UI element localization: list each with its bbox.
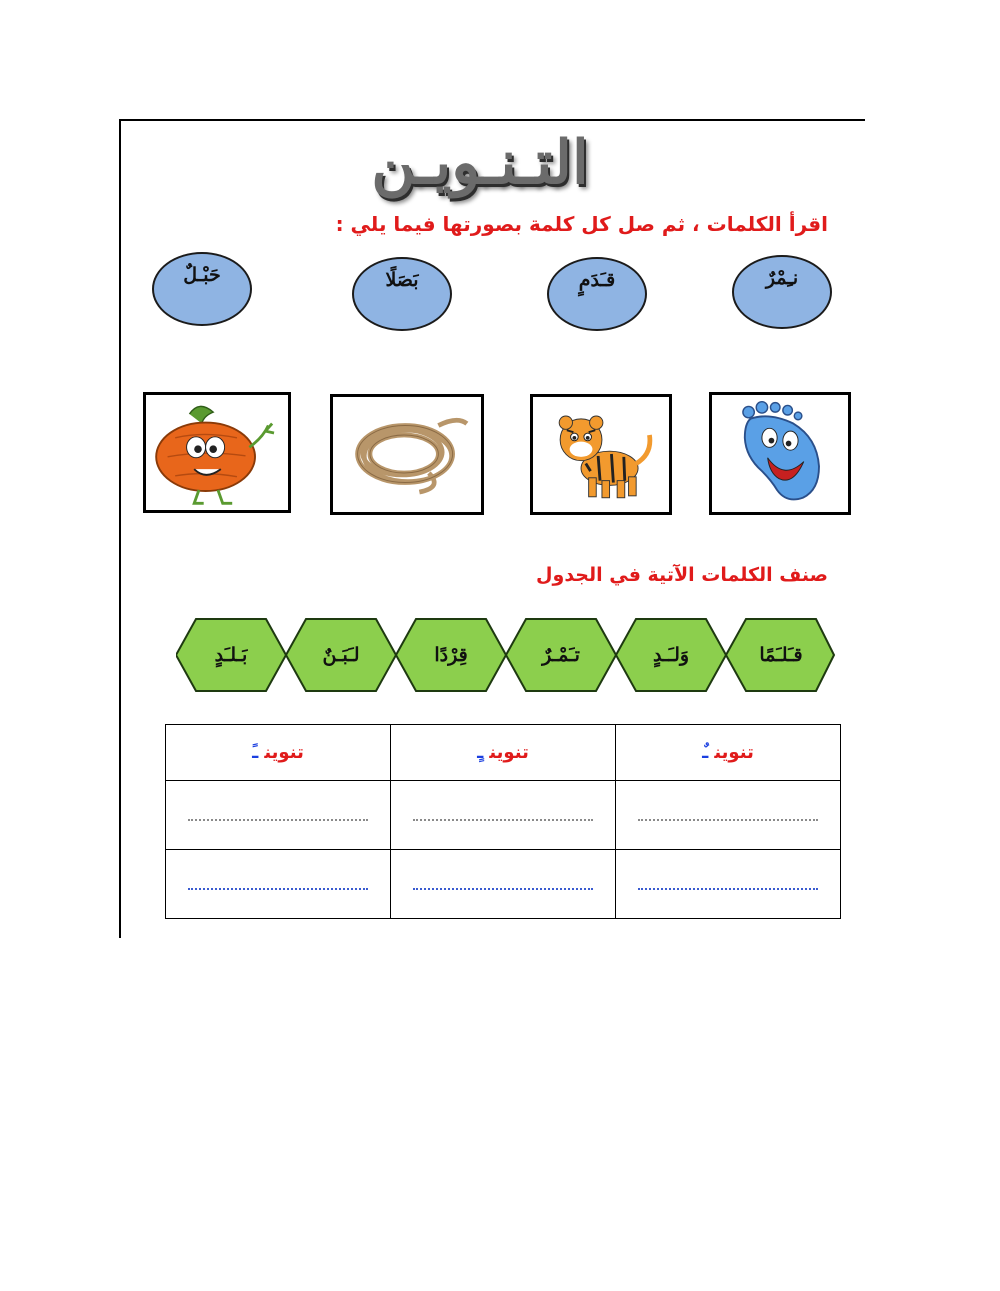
tanween-mark: ـٌ <box>702 742 709 763</box>
answer-cell[interactable] <box>166 781 391 850</box>
hex-word-5[interactable]: لـَبَـنٌ <box>322 644 360 666</box>
table-row <box>166 781 841 850</box>
word-oval-3[interactable] <box>352 257 452 331</box>
hex-word-1[interactable]: قـَلـَمًا <box>759 644 803 666</box>
header-cell-fath <box>166 725 391 781</box>
dotted-line <box>638 888 818 890</box>
answer-cell[interactable] <box>391 850 616 919</box>
onion-picture[interactable] <box>143 392 291 513</box>
match-instruction: اقرأ الكلمات ، ثم صل كل كلمة بصورتها فيما يلي : <box>335 212 828 236</box>
foot-picture[interactable] <box>709 392 851 515</box>
header-cell-damm <box>616 725 841 781</box>
answer-cell[interactable] <box>166 850 391 919</box>
header-label: تنوين <box>489 742 529 763</box>
word-label: حَبْـلٌ <box>183 264 221 286</box>
hexagon-word-chain <box>176 617 836 693</box>
rope-icon <box>333 397 481 512</box>
tanween-mark: ـٍ <box>477 742 484 763</box>
dotted-line <box>638 819 818 821</box>
word-oval-1[interactable] <box>732 255 832 329</box>
answer-cell[interactable] <box>391 781 616 850</box>
table-row <box>166 850 841 919</box>
word-oval-4[interactable] <box>152 252 252 326</box>
header-label: تنوين <box>264 742 304 763</box>
foot-icon <box>712 395 848 512</box>
frame-left-border <box>119 119 121 938</box>
answer-cell[interactable] <box>616 850 841 919</box>
header-label: تنوين <box>714 742 754 763</box>
rope-picture[interactable] <box>330 394 484 515</box>
sort-instruction: صنف الكلمات الآتية في الجدول <box>536 564 828 586</box>
header-cell-kasr <box>391 725 616 781</box>
sorting-table <box>165 724 841 919</box>
tiger-icon <box>533 397 669 512</box>
hex-word-2[interactable]: وَلـَـدٍ <box>652 644 690 666</box>
onion-icon <box>146 395 288 510</box>
dotted-line <box>413 888 593 890</box>
word-label: نـِمْرٌ <box>765 267 799 289</box>
word-label: بَصَلًا <box>385 269 419 291</box>
hex-word-6[interactable]: بَـلـَدٍ <box>214 644 248 666</box>
hex-word-4[interactable]: قِرْدًا <box>434 644 468 666</box>
table-header-row <box>166 725 841 781</box>
page-title: التـنـويـن <box>371 128 589 198</box>
dotted-line <box>188 819 368 821</box>
word-label: قـَدَمٍ <box>578 269 616 291</box>
tanween-mark: ـً <box>252 742 259 763</box>
dotted-line <box>188 888 368 890</box>
answer-cell[interactable] <box>616 781 841 850</box>
dotted-line <box>413 819 593 821</box>
hex-word-3[interactable]: تـَمْـرٌ <box>542 644 580 666</box>
word-oval-2[interactable] <box>547 257 647 331</box>
tiger-picture[interactable] <box>530 394 672 515</box>
frame-top-border <box>120 119 865 121</box>
